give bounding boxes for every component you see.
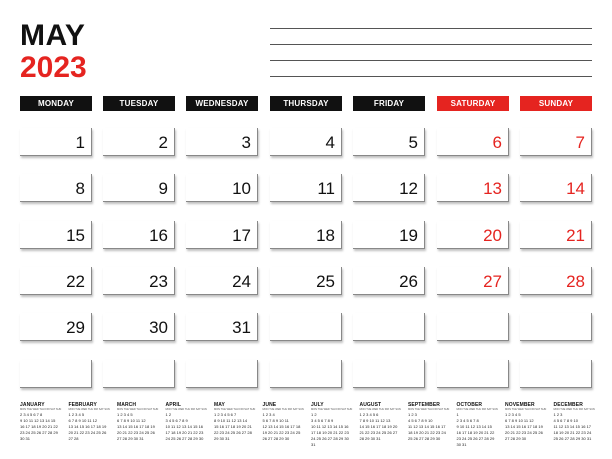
day-number: 8 bbox=[75, 179, 85, 198]
day-number: 13 bbox=[483, 179, 502, 198]
mini-week-row: 24 25 26 27 28 29 30 bbox=[311, 436, 349, 441]
day-cell[interactable] bbox=[437, 313, 509, 341]
day-cell[interactable] bbox=[186, 174, 258, 202]
mini-week-row: 16 17 18 19 20 21 22 bbox=[20, 424, 58, 429]
note-line bbox=[270, 76, 592, 77]
mini-week-row: 23 24 25 26 27 28 29 bbox=[20, 430, 58, 435]
mini-week-row: 13 14 15 16 17 18 19 bbox=[117, 424, 155, 429]
day-number: 17 bbox=[232, 226, 251, 245]
mini-week-row: 1 2 bbox=[311, 412, 317, 417]
mini-weekday-header: MON TUE WED THU FRI SAT SUN bbox=[214, 408, 256, 411]
mini-week-row: 6 7 8 9 10 11 12 bbox=[68, 418, 98, 423]
mini-week-row: 26 27 28 29 30 bbox=[262, 436, 290, 441]
mini-week-row: 1 2 3 4 5 6 bbox=[359, 412, 379, 417]
mini-week-row: 13 14 15 16 17 18 19 bbox=[505, 424, 543, 429]
mini-weekday-header: MON TUE WED THU FRI SAT SUN bbox=[311, 408, 353, 411]
mini-week-row: 1 2 bbox=[165, 412, 172, 417]
day-cell[interactable] bbox=[20, 128, 92, 156]
mini-calendar-title: APRIL bbox=[165, 402, 181, 408]
day-number: 22 bbox=[66, 272, 85, 291]
mini-calendar-title: JANUARY bbox=[20, 402, 45, 408]
day-cell[interactable] bbox=[520, 313, 592, 341]
day-cell[interactable] bbox=[520, 267, 592, 295]
note-line bbox=[270, 60, 592, 61]
day-cell[interactable] bbox=[437, 360, 509, 388]
day-number: 30 bbox=[149, 318, 168, 337]
notes-area bbox=[270, 28, 592, 92]
mini-week-row: 10 11 12 13 14 15 16 bbox=[311, 424, 349, 429]
day-cell[interactable] bbox=[103, 174, 175, 202]
day-cell[interactable] bbox=[520, 128, 592, 156]
day-cell[interactable] bbox=[270, 267, 342, 295]
day-cell[interactable] bbox=[103, 128, 175, 156]
mini-weekday-header: MON TUE WED THU FRI SAT SUN bbox=[408, 408, 450, 411]
mini-calendar-title: MAY bbox=[214, 402, 225, 408]
day-number: 18 bbox=[316, 226, 335, 245]
mini-week-row: 16 17 18 19 20 21 22 bbox=[456, 430, 495, 435]
mini-week-row: 1 2 3 4 bbox=[262, 412, 275, 417]
day-cell[interactable] bbox=[270, 221, 342, 249]
day-cell[interactable] bbox=[20, 221, 92, 249]
mini-week-row: 31 bbox=[311, 442, 316, 447]
mini-week-row: 2 3 4 5 6 7 8 bbox=[456, 418, 479, 423]
mini-weekday-header: MON TUE WED THU FRI SAT SUN bbox=[165, 408, 207, 411]
mini-weekday-header: MON TUE WED THU FRI SAT SUN bbox=[20, 408, 62, 411]
day-cell[interactable] bbox=[353, 174, 425, 202]
mini-week-row: 1 2 3 4 5 6 7 bbox=[214, 412, 237, 417]
mini-week-row: 6 7 8 9 10 11 12 bbox=[505, 418, 534, 423]
mini-calendar-title: DECEMBER bbox=[553, 402, 583, 408]
day-cell[interactable] bbox=[520, 360, 592, 388]
mini-week-row: 27 28 29 30 31 bbox=[117, 436, 144, 441]
weekday-header-saturday: SATURDAY bbox=[437, 96, 509, 111]
day-cell[interactable] bbox=[20, 313, 92, 341]
mini-weekday-header: MON TUE WED THU FRI SAT SUN bbox=[359, 408, 401, 411]
mini-calendar-title: FEBRUARY bbox=[68, 402, 97, 408]
mini-calendar-title: AUGUST bbox=[359, 402, 382, 408]
mini-week-row: 17 18 19 20 21 22 23 bbox=[311, 430, 349, 435]
weekday-header-wednesday: WEDNESDAY bbox=[186, 96, 258, 111]
mini-calendar-february bbox=[69, 402, 115, 442]
day-cell[interactable] bbox=[353, 360, 425, 388]
mini-week-row: 11 12 13 14 15 16 17 bbox=[553, 424, 592, 429]
mini-week-row: 7 8 9 10 11 12 13 bbox=[359, 418, 391, 423]
mini-calendar-january bbox=[20, 402, 66, 442]
weekday-header-tuesday: TUESDAY bbox=[103, 96, 175, 111]
day-cell[interactable] bbox=[437, 128, 509, 156]
mini-week-row: 9 10 11 12 13 14 15 bbox=[456, 424, 492, 429]
day-number: 12 bbox=[399, 179, 418, 198]
day-number: 15 bbox=[66, 226, 85, 245]
note-line bbox=[270, 28, 592, 29]
mini-week-row: 1 2 3 4 5 bbox=[117, 412, 133, 417]
day-number: 11 bbox=[317, 179, 335, 198]
mini-week-row: 2 3 4 5 6 7 8 bbox=[20, 412, 43, 417]
day-cell[interactable] bbox=[520, 174, 592, 202]
mini-weekday-header: MON TUE WED THU FRI SAT SUN bbox=[262, 408, 304, 411]
mini-week-row: 20 21 22 23 24 25 26 bbox=[68, 430, 107, 435]
mini-weekday-header: MON TUE WED THU FRI SAT SUN bbox=[117, 408, 159, 411]
mini-calendar-title: JULY bbox=[311, 402, 324, 408]
page-title-year: 2023 bbox=[20, 51, 87, 84]
day-number: 21 bbox=[566, 226, 585, 245]
mini-week-row: 1 2 3 bbox=[408, 412, 417, 417]
day-cell[interactable] bbox=[20, 174, 92, 202]
day-number: 2 bbox=[158, 133, 168, 152]
mini-week-row: 17 18 19 20 21 22 23 bbox=[165, 430, 204, 435]
mini-week-row: 3 4 5 6 7 8 9 bbox=[311, 418, 334, 423]
day-number: 9 bbox=[158, 179, 168, 198]
day-number: 5 bbox=[408, 133, 418, 152]
day-number: 14 bbox=[566, 179, 585, 198]
mini-calendar-september bbox=[408, 402, 454, 442]
day-cell[interactable] bbox=[20, 267, 92, 295]
mini-calendar-title: NOVEMBER bbox=[505, 402, 535, 408]
day-cell[interactable] bbox=[437, 221, 509, 249]
mini-week-row: 29 30 31 bbox=[214, 436, 230, 441]
day-cell[interactable] bbox=[270, 128, 342, 156]
weekday-header-sunday: SUNDAY bbox=[520, 96, 592, 111]
mini-week-row: 15 16 17 18 19 20 21 bbox=[214, 424, 252, 429]
mini-week-row: 1 2 3 4 5 bbox=[68, 412, 85, 417]
day-cell[interactable] bbox=[103, 360, 175, 388]
mini-week-row: 25 26 27 28 29 30 bbox=[408, 436, 441, 441]
day-cell[interactable] bbox=[437, 267, 509, 295]
mini-week-row: 20 21 22 23 24 25 26 bbox=[505, 430, 543, 435]
mini-week-row: 21 22 23 24 25 26 27 bbox=[359, 430, 398, 435]
mini-calendar-april bbox=[166, 402, 212, 442]
mini-week-row: 28 29 30 31 bbox=[359, 436, 381, 441]
mini-week-row: 30 31 bbox=[456, 442, 467, 447]
mini-week-row: 1 2 3 4 5 bbox=[505, 412, 521, 417]
weekday-header-thursday: THURSDAY bbox=[270, 96, 342, 111]
mini-week-row: 19 20 21 22 23 24 25 bbox=[262, 430, 301, 435]
day-cell[interactable] bbox=[353, 267, 425, 295]
day-cell[interactable] bbox=[103, 267, 175, 295]
mini-week-row: 12 13 14 15 16 17 18 bbox=[262, 424, 301, 429]
mini-week-row: 27 28 bbox=[68, 436, 79, 441]
mini-week-row: 4 5 6 7 8 9 10 bbox=[553, 418, 578, 423]
day-cell[interactable] bbox=[103, 313, 175, 341]
mini-weekday-header: MON TUE WED THU FRI SAT SUN bbox=[553, 408, 595, 411]
mini-week-row: 22 23 24 25 26 27 28 bbox=[214, 430, 252, 435]
day-number: 1 bbox=[75, 133, 85, 152]
mini-week-row: 13 14 15 16 17 18 19 bbox=[68, 424, 107, 429]
day-cell[interactable] bbox=[103, 221, 175, 249]
mini-week-row: 4 5 6 7 8 9 10 bbox=[408, 418, 433, 423]
day-number: 25 bbox=[316, 272, 335, 291]
mini-calendar-title: MARCH bbox=[117, 402, 137, 408]
day-cell[interactable] bbox=[437, 174, 509, 202]
day-number: 19 bbox=[399, 226, 418, 245]
day-cell[interactable] bbox=[353, 221, 425, 249]
mini-calendar-december bbox=[554, 402, 600, 442]
mini-week-row: 24 25 26 27 28 29 30 bbox=[165, 436, 204, 441]
day-cell[interactable] bbox=[270, 313, 342, 341]
mini-weekday-header: MON TUE WED THU FRI SAT SUN bbox=[505, 408, 547, 411]
mini-week-row: 5 6 7 8 9 10 11 bbox=[262, 418, 289, 423]
mini-week-row: 8 9 10 11 12 13 14 bbox=[214, 418, 248, 423]
mini-calendar-title: SEPTEMBER bbox=[408, 402, 441, 408]
mini-week-row: 30 31 bbox=[20, 436, 31, 441]
mini-week-row: 11 12 13 14 15 16 17 bbox=[408, 424, 446, 429]
day-cell[interactable] bbox=[186, 221, 258, 249]
day-number: 24 bbox=[232, 272, 251, 291]
day-cell[interactable] bbox=[520, 221, 592, 249]
mini-week-row: 6 7 8 9 10 11 12 bbox=[117, 418, 146, 423]
day-number: 7 bbox=[575, 133, 585, 152]
day-number: 26 bbox=[399, 272, 418, 291]
mini-week-row: 1 2 3 bbox=[553, 412, 563, 417]
day-cell[interactable] bbox=[270, 360, 342, 388]
day-number: 27 bbox=[483, 272, 502, 291]
mini-calendar-june bbox=[263, 402, 309, 442]
day-cell[interactable] bbox=[270, 174, 342, 202]
day-cell[interactable] bbox=[353, 313, 425, 341]
mini-calendar-title: JUNE bbox=[262, 402, 277, 408]
note-line bbox=[270, 44, 592, 45]
day-number: 6 bbox=[492, 133, 502, 152]
day-number: 10 bbox=[232, 179, 251, 198]
mini-week-row: 25 26 27 28 29 30 31 bbox=[553, 436, 592, 441]
day-cell[interactable] bbox=[186, 128, 258, 156]
day-cell[interactable] bbox=[20, 360, 92, 388]
day-number: 3 bbox=[241, 133, 251, 152]
mini-week-row: 18 19 20 21 22 23 24 bbox=[553, 430, 592, 435]
day-number: 16 bbox=[149, 226, 168, 245]
mini-calendar-title: OCTOBER bbox=[456, 402, 483, 408]
day-cell[interactable] bbox=[186, 360, 258, 388]
mini-calendar-march bbox=[117, 402, 163, 442]
mini-week-row: 10 11 12 13 14 15 16 bbox=[165, 424, 204, 429]
mini-calendar-may bbox=[214, 402, 260, 442]
mini-weekday-header: MON TUE WED THU FRI SAT SUN bbox=[456, 408, 498, 411]
mini-week-row: 20 21 22 23 24 25 26 bbox=[117, 430, 155, 435]
page-title-month: MAY bbox=[20, 19, 86, 52]
day-cell[interactable] bbox=[353, 128, 425, 156]
mini-weekday-header: MON TUE WED THU FRI SAT SUN bbox=[68, 408, 110, 411]
day-number: 4 bbox=[325, 133, 335, 152]
weekday-header-monday: MONDAY bbox=[20, 96, 92, 111]
day-cell[interactable] bbox=[186, 313, 258, 341]
mini-calendar-august bbox=[360, 402, 406, 442]
mini-calendar-october bbox=[457, 402, 503, 448]
day-number: 29 bbox=[66, 318, 85, 337]
day-cell[interactable] bbox=[186, 267, 258, 295]
day-number: 31 bbox=[232, 318, 251, 337]
mini-calendar-november bbox=[505, 402, 551, 442]
mini-week-row: 14 15 16 17 18 19 20 bbox=[359, 424, 398, 429]
mini-week-row: 23 24 25 26 27 28 29 bbox=[456, 436, 495, 441]
day-number: 20 bbox=[483, 226, 502, 245]
mini-week-row: 9 10 11 12 13 14 15 bbox=[20, 418, 56, 423]
day-number: 23 bbox=[149, 272, 168, 291]
mini-week-row: 18 19 20 21 22 23 24 bbox=[408, 430, 446, 435]
mini-week-row: 3 4 5 6 7 8 9 bbox=[165, 418, 188, 423]
mini-week-row: 1 bbox=[456, 412, 459, 417]
mini-calendar-july bbox=[311, 402, 357, 448]
mini-week-row: 27 28 29 30 bbox=[505, 436, 527, 441]
weekday-header-friday: FRIDAY bbox=[353, 96, 425, 111]
day-number: 28 bbox=[566, 272, 585, 291]
